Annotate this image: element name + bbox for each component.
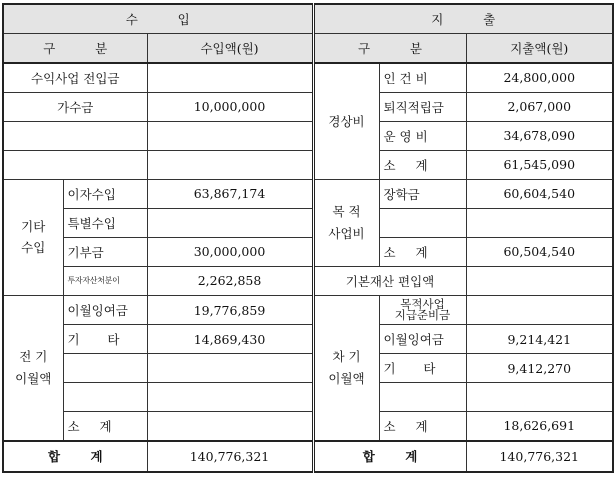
total-row: [3, 441, 613, 472]
income-amount-cell: 14,869,430: [147, 325, 313, 354]
expense-subtotal-label: 소 계: [379, 412, 466, 441]
expense-subtotal-amount: 60,504,540: [466, 237, 613, 266]
table-row: [3, 325, 613, 354]
income-sub-cell: 투자자산처분이: [63, 266, 147, 295]
expense-sub-cell: 인 건 비: [379, 63, 466, 92]
expense-sub-cell: 퇴직적립금: [379, 92, 466, 121]
expense-subtotal-amount: 18,626,691: [466, 412, 613, 441]
expense-group-cell: 경상비: [313, 63, 379, 179]
expense-amount-cell: 2,067,000: [466, 92, 613, 121]
expense-total-amount: 140,776,321: [466, 441, 613, 472]
income-group-cell: [3, 121, 147, 150]
expense-sub-cell: 기 타: [379, 354, 466, 383]
table-row: [3, 63, 613, 92]
expense-amount-cell: 9,214,421: [466, 325, 613, 354]
expense-sub-cell: [379, 208, 466, 237]
expense-sub-cell: 목적사업 지급준비금: [379, 296, 466, 325]
income-total-amount: 140,776,321: [147, 441, 313, 472]
income-amount-header: 수입액(원): [147, 34, 313, 64]
expense-amount-cell: 24,800,000: [466, 63, 613, 92]
table-row: [3, 179, 613, 208]
income-group-cell: [3, 150, 147, 179]
income-amount-cell: [147, 63, 313, 92]
income-amount-cell: [147, 383, 313, 412]
expense-group-cell: 기본재산 편입액: [313, 266, 466, 295]
expense-sub-cell: 장학금: [379, 179, 466, 208]
income-sub-cell: 특별수입: [63, 208, 147, 237]
income-amount-cell: 19,776,859: [147, 296, 313, 325]
expense-category-header: 구 분: [313, 34, 466, 64]
expense-group-cell: 목 적 사업비: [313, 179, 379, 266]
expense-amount-cell: 60,604,540: [466, 179, 613, 208]
expense-group-cell: 차 기 이월액: [313, 296, 379, 441]
income-group-cell: 수익사업 전입금: [3, 63, 147, 92]
income-group-cell: 기타 수입: [3, 179, 63, 295]
expense-subtotal-label: 소 계: [379, 150, 466, 179]
income-title: 수 입: [3, 4, 313, 34]
expense-sub-cell: 이월잉여금: [379, 325, 466, 354]
income-amount-cell: [147, 354, 313, 383]
income-sub-cell: 기부금: [63, 237, 147, 266]
income-amount-cell: 30,000,000: [147, 237, 313, 266]
income-amount-cell: [147, 121, 313, 150]
expense-amount-cell: [466, 383, 613, 412]
expense-amount-cell: 9,412,270: [466, 354, 613, 383]
income-expense-table: [2, 3, 614, 473]
income-category-header: 구 분: [3, 34, 147, 64]
expense-amount-cell: [466, 296, 613, 325]
title-row: [3, 4, 613, 34]
income-sub-cell: 이월잉여금: [63, 296, 147, 325]
table-row: [3, 92, 613, 121]
expense-sub-cell: 운 영 비: [379, 121, 466, 150]
income-sub-cell: 이자수입: [63, 179, 147, 208]
income-sub-cell: [63, 354, 147, 383]
income-group-cell: 전 기 이월액: [3, 296, 63, 441]
income-amount-cell: [147, 208, 313, 237]
income-amount-cell: 63,867,174: [147, 179, 313, 208]
income-group-cell: 가수금: [3, 92, 147, 121]
income-total-label: 합 계: [3, 441, 147, 472]
expense-amount-cell: 34,678,090: [466, 121, 613, 150]
header-row: [3, 34, 613, 64]
table-row: [3, 266, 613, 295]
table-row: [3, 237, 613, 266]
income-amount-cell: 10,000,000: [147, 92, 313, 121]
table-row: [3, 208, 613, 237]
expense-amount-cell: [466, 266, 613, 295]
table-row: [3, 383, 613, 412]
income-subtotal-amount: [147, 412, 313, 441]
income-amount-cell: 2,262,858: [147, 266, 313, 295]
income-subtotal-label: 소 계: [63, 412, 147, 441]
table-row: [3, 121, 613, 150]
expense-amount-cell: [466, 208, 613, 237]
expense-subtotal-amount: 61,545,090: [466, 150, 613, 179]
table-row: [3, 354, 613, 383]
income-sub-cell: [63, 383, 147, 412]
income-amount-cell: [147, 150, 313, 179]
expense-title: 지 출: [313, 4, 613, 34]
table-row: [3, 150, 613, 179]
expense-subtotal-label: 소 계: [379, 237, 466, 266]
expense-total-label: 합 계: [313, 441, 466, 472]
table-row: [3, 296, 613, 325]
income-sub-cell: 기 타: [63, 325, 147, 354]
expense-amount-header: 지출액(원): [466, 34, 613, 64]
expense-sub-cell: [379, 383, 466, 412]
table-row: [3, 412, 613, 441]
